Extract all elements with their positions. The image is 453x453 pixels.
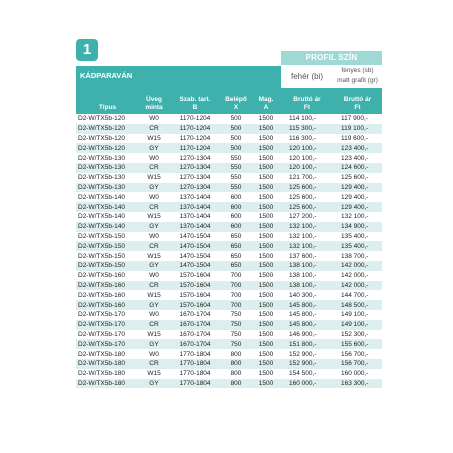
table-cell: 750 [230, 330, 242, 338]
table-cell: 135 400,- [333, 241, 382, 251]
table-row [76, 183, 382, 193]
table-cell: 1170-1204 [179, 134, 211, 142]
table-cell: 1570-1604 [179, 272, 211, 280]
table-cell: D2-W/TX5b-120 [76, 124, 139, 134]
table-cell: D2-W/TX5b-150 [78, 252, 125, 260]
table-cell: W0 [149, 232, 159, 240]
table-cell: 1170-1204 [179, 115, 211, 123]
table-cell: 1500 [258, 330, 274, 338]
table-cell: D2-W/TX5b-180 [78, 370, 125, 378]
table-cell: D2-W/TX5b-150 [78, 232, 125, 240]
table-cell: 1670-1704 [179, 330, 211, 338]
table-cell: 1500 [258, 154, 274, 162]
table-cell: 650 [221, 241, 251, 251]
table-cell: 1500 [258, 370, 274, 378]
column-header [251, 88, 281, 114]
table-cell: 1770-1804 [179, 350, 211, 358]
table-cell: 1500 [251, 124, 281, 134]
table-cell: 129 400,- [333, 183, 382, 193]
table-cell: D2-W/TX5b-140 [76, 202, 139, 212]
table-cell: 800 [221, 379, 251, 389]
table-cell: 121 700,- [289, 174, 317, 182]
table-cell: 119 100,- [333, 124, 382, 134]
table-cell: 140 300,- [289, 291, 317, 299]
table-cell: D2-W/TX5b-160 [76, 281, 139, 291]
table-cell: GY [139, 261, 169, 271]
table-row [76, 339, 382, 349]
table-cell: GY [139, 300, 169, 310]
column-header-line2: B [192, 104, 198, 111]
column-header-line2: Ft [303, 104, 311, 111]
table-cell: 160 000,- [341, 370, 369, 378]
table-cell: 146 900,- [289, 330, 317, 338]
table-cell: 1570-1604 [179, 291, 211, 299]
column-header [139, 88, 169, 114]
column-header-line1: Belépő [225, 96, 247, 103]
table-cell: 144 700,- [341, 291, 369, 299]
table-cell: D2-W/TX5b-130 [76, 183, 139, 193]
column-header-line2: minta [145, 104, 163, 111]
table-cell: 600 [230, 193, 242, 201]
table-cell: 550 [221, 163, 251, 173]
table-row [76, 300, 382, 310]
table-cell: 1500 [258, 115, 274, 123]
table-cell: D2-W/TX5b-140 [78, 193, 125, 201]
table-cell: W0 [149, 154, 159, 162]
table-cell: 115 300,- [281, 124, 333, 134]
table-cell: 116 300,- [289, 134, 316, 142]
table-cell: GY [139, 143, 169, 153]
table-cell: 1470-1504 [169, 241, 221, 251]
table-cell: 1500 [258, 311, 274, 319]
table-cell: D2-W/TX5b-160 [78, 272, 125, 280]
table-cell: 1500 [251, 261, 281, 271]
table-cell: 117 900,- [341, 115, 368, 123]
column-header-line1: Szab. tart. [179, 96, 211, 103]
table-cell: W0 [149, 272, 159, 280]
table-row [76, 153, 382, 163]
table-cell: 1500 [258, 232, 274, 240]
profil-color-header: PROFIL SZÍN [281, 51, 382, 65]
table-cell: W0 [149, 311, 159, 319]
table-cell: 151 800,- [281, 339, 333, 349]
table-cell: 1500 [251, 300, 281, 310]
table-cell: 135 400,- [341, 232, 369, 240]
table-cell: 1500 [258, 213, 274, 221]
table-cell: D2-W/TX5b-170 [76, 339, 139, 349]
table-cell: 138 100,- [281, 281, 333, 291]
table-cell: 1170-1204 [169, 124, 221, 134]
price-table [76, 88, 382, 388]
table-cell: D2-W/TX5b-170 [78, 330, 125, 338]
table-cell: 129 400,- [333, 202, 382, 212]
table-cell: W15 [147, 134, 161, 142]
table-cell: GY [139, 339, 169, 349]
table-cell: 138 700,- [341, 252, 369, 260]
table-cell: 1500 [258, 291, 274, 299]
table-cell: W0 [149, 350, 159, 358]
table-cell: CR [139, 163, 169, 173]
table-cell: 700 [221, 300, 251, 310]
table-cell: 120 100,- [281, 163, 333, 173]
table-cell: 132 100,- [281, 241, 333, 251]
table-cell: 1500 [251, 241, 281, 251]
section-number-badge: 1 [76, 39, 98, 61]
table-cell: 750 [230, 311, 242, 319]
table-cell: GY [139, 183, 169, 193]
column-header [281, 88, 333, 114]
table-cell: 800 [230, 350, 242, 358]
table-cell: 1500 [258, 193, 274, 201]
table-cell: 127 200,- [289, 213, 317, 221]
table-row [76, 251, 382, 261]
table-cell: 1370-1404 [179, 193, 211, 201]
table-cell: D2-W/TX5b-130 [78, 154, 125, 162]
column-header [221, 88, 251, 114]
table-cell: 700 [221, 281, 251, 291]
table-cell: 120 100,- [281, 143, 333, 153]
table-cell: 1570-1604 [169, 300, 221, 310]
table-cell: CR [139, 124, 169, 134]
table-cell: 1770-1804 [169, 359, 221, 369]
table-cell: 1500 [251, 183, 281, 193]
table-cell: 1270-1304 [169, 163, 221, 173]
table-cell: 800 [230, 370, 242, 378]
table-cell: 123 400,- [341, 154, 369, 162]
table-row [76, 310, 382, 320]
table-row [76, 192, 382, 202]
table-cell: 156 700,- [341, 350, 369, 358]
table-cell: GY [139, 222, 169, 232]
table-cell: 1270-1304 [179, 174, 211, 182]
table-cell: 1500 [251, 202, 281, 212]
table-cell: 142 000,- [341, 272, 369, 280]
table-cell: 1570-1604 [169, 281, 221, 291]
table-cell: 154 500,- [289, 370, 317, 378]
table-cell: D2-W/TX5b-170 [78, 311, 125, 319]
table-cell: 1500 [251, 320, 281, 330]
table-cell: D2-W/TX5b-120 [78, 134, 125, 142]
table-row [76, 320, 382, 330]
column-header-line2: Típus [98, 104, 117, 111]
table-cell: 163 300,- [333, 379, 382, 389]
table-cell: 1670-1704 [169, 320, 221, 330]
table-cell: W0 [149, 193, 159, 201]
column-header-line1: Bruttó ár [343, 96, 372, 103]
table-cell: D2-W/TX5b-150 [76, 261, 139, 271]
table-row [76, 232, 382, 242]
table-cell: 1500 [251, 359, 281, 369]
table-row [76, 212, 382, 222]
column-header-line2: A [263, 104, 269, 111]
table-cell: D2-W/TX5b-130 [76, 163, 139, 173]
table-row [76, 379, 382, 389]
table-row [76, 202, 382, 212]
table-cell: W15 [147, 370, 161, 378]
table-cell: 500 [230, 134, 242, 142]
table-row [76, 290, 382, 300]
table-cell: 145 800,- [289, 311, 317, 319]
table-cell: W15 [147, 330, 161, 338]
table-cell: W15 [147, 213, 161, 221]
table-cell: 1370-1404 [169, 222, 221, 232]
table-row [76, 359, 382, 369]
table-cell: 137 600,- [289, 252, 317, 260]
table-cell: 700 [230, 291, 242, 299]
table-cell: 1470-1504 [169, 261, 221, 271]
table-cell: 650 [230, 232, 242, 240]
table-cell: 132 100,- [341, 213, 369, 221]
shiny-graphite-profile-label [333, 66, 382, 88]
table-row [76, 222, 382, 232]
table-cell: 152 900,- [281, 359, 333, 369]
column-header-line1: Bruttó ár [293, 96, 321, 103]
table-cell: 145 800,- [281, 320, 333, 330]
table-cell: 1500 [258, 134, 274, 142]
table-cell: 142 000,- [333, 261, 382, 271]
column-header-line1: Üveg [146, 96, 162, 103]
table-cell: CR [139, 241, 169, 251]
column-header-line2: X [233, 104, 239, 111]
table-cell: 156 700,- [333, 359, 382, 369]
table-row [76, 271, 382, 281]
table-cell: W15 [147, 174, 161, 182]
table-cell: 550 [221, 183, 251, 193]
table-cell: 125 600,- [341, 174, 369, 182]
table-cell: 142 000,- [333, 281, 382, 291]
table-cell: 114 100,- [289, 115, 316, 123]
table-body [76, 114, 382, 388]
table-cell: 1500 [258, 252, 274, 260]
column-header-line1: Mag. [258, 96, 274, 103]
table-cell: CR [139, 359, 169, 369]
table-cell: D2-W/TX5b-180 [78, 350, 125, 358]
table-cell: 138 100,- [281, 261, 333, 271]
table-cell: GY [139, 379, 169, 389]
table-cell: 700 [230, 272, 242, 280]
matt-graphite-label: matt grafit (gr) [337, 77, 378, 84]
table-cell: 1270-1304 [179, 154, 211, 162]
table-cell: 152 300,- [341, 330, 369, 338]
column-header-line2: Ft [354, 104, 361, 111]
table-cell: 600 [221, 222, 251, 232]
shiny-label: fényes (sb) [341, 67, 374, 74]
table-cell: W0 [149, 115, 159, 123]
table-cell: 124 600,- [333, 163, 382, 173]
column-header [333, 88, 382, 114]
table-cell: 1500 [251, 143, 281, 153]
table-row [76, 134, 382, 144]
table-cell: W15 [147, 252, 161, 260]
table-cell: 132 100,- [289, 232, 317, 240]
table-cell: 120 100,- [289, 154, 317, 162]
table-cell: 149 100,- [341, 311, 369, 319]
table-cell: D2-W/TX5b-160 [76, 300, 139, 310]
table-cell: 1500 [251, 222, 281, 232]
table-row [76, 163, 382, 173]
table-cell: 1500 [251, 163, 281, 173]
table-cell: 132 100,- [281, 222, 333, 232]
table-cell: 129 400,- [341, 193, 369, 201]
table-cell: D2-W/TX5b-140 [78, 213, 125, 221]
table-cell: D2-W/TX5b-120 [76, 143, 139, 153]
table-cell: 650 [230, 252, 242, 260]
table-cell: D2-W/TX5b-130 [78, 174, 125, 182]
table-cell: D2-W/TX5b-170 [76, 320, 139, 330]
white-profile-label: fehér (bi) [290, 72, 323, 81]
table-cell: 500 [230, 115, 242, 123]
table-cell: 1500 [251, 379, 281, 389]
table-cell: 1270-1304 [169, 183, 221, 193]
table-row [76, 143, 382, 153]
table-cell: 160 000,- [281, 379, 333, 389]
table-cell: 152 900,- [289, 350, 317, 358]
table-cell: 1370-1404 [169, 202, 221, 212]
table-cell: CR [139, 202, 169, 212]
table-cell: 1770-1804 [169, 379, 221, 389]
table-cell: 1370-1404 [179, 213, 211, 221]
table-cell: 1500 [251, 339, 281, 349]
column-header [76, 88, 139, 114]
table-cell: 800 [221, 359, 251, 369]
table-cell: 148 500,- [333, 300, 382, 310]
table-cell: 1500 [258, 272, 274, 280]
table-cell: 1500 [251, 281, 281, 291]
table-cell: 550 [230, 174, 242, 182]
table-cell: 1470-1504 [179, 232, 211, 240]
table-cell: 750 [221, 320, 251, 330]
table-cell: 1500 [258, 350, 274, 358]
table-cell: 149 100,- [333, 320, 382, 330]
section-title: KÁDPARAVÁN [80, 71, 133, 80]
table-cell: 1670-1704 [179, 311, 211, 319]
table-cell: CR [139, 320, 169, 330]
table-cell: 550 [230, 154, 242, 162]
table-row [76, 261, 382, 271]
table-row [76, 124, 382, 134]
table-cell: 650 [221, 261, 251, 271]
table-cell: 123 400,- [333, 143, 382, 153]
table-cell: 138 100,- [289, 272, 317, 280]
table-cell: 1670-1704 [169, 339, 221, 349]
table-row [76, 173, 382, 183]
table-cell: 500 [221, 143, 251, 153]
table-cell: 1170-1204 [169, 143, 221, 153]
table-cell: 750 [221, 339, 251, 349]
table-row [76, 369, 382, 379]
table-row [76, 114, 382, 124]
table-cell: D2-W/TX5b-180 [76, 379, 139, 389]
table-cell: CR [139, 281, 169, 291]
table-cell: D2-W/TX5b-150 [76, 241, 139, 251]
table-cell: D2-W/TX5b-160 [78, 291, 125, 299]
table-cell: D2-W/TX5b-140 [76, 222, 139, 232]
table-cell: 145 800,- [281, 300, 333, 310]
table-cell: 119 600,- [341, 134, 368, 142]
table-cell: 134 900,- [333, 222, 382, 232]
table-cell: 125 600,- [289, 193, 317, 201]
table-cell: 500 [221, 124, 251, 134]
table-cell: 600 [221, 202, 251, 212]
table-cell: 1500 [258, 174, 274, 182]
table-cell: D2-W/TX5b-120 [78, 115, 125, 123]
table-row [76, 330, 382, 340]
table-row [76, 349, 382, 359]
table-cell: D2-W/TX5b-180 [76, 359, 139, 369]
table-cell: W15 [147, 291, 161, 299]
table-cell: 600 [230, 213, 242, 221]
table-row [76, 241, 382, 251]
column-header [169, 88, 221, 114]
table-row [76, 281, 382, 291]
table-header-row [76, 88, 382, 114]
table-cell: 1770-1804 [179, 370, 211, 378]
table-cell: 125 600,- [281, 202, 333, 212]
table-cell: 1470-1504 [179, 252, 211, 260]
table-cell: 125 600,- [281, 183, 333, 193]
table-cell: 155 600,- [333, 339, 382, 349]
